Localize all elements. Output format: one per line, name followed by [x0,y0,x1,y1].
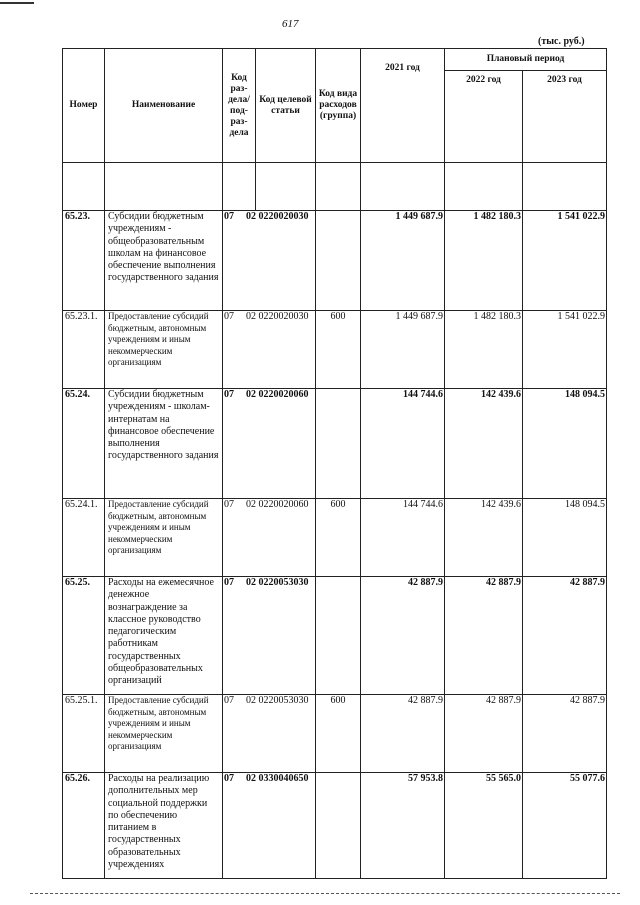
row-target-code: 0220053030 [258,577,309,588]
header-section-code: Код раз-дела/ под-раз-дела [223,49,256,163]
row-section: 07 [224,389,234,400]
row-2021: 42 887.9 [361,695,445,773]
page-number: 617 [282,18,299,30]
units-label: (тыс. руб.) [538,36,585,47]
row-2023: 55 077.6 [523,773,607,879]
row-2023: 42 887.9 [523,577,607,695]
row-expense-type: 600 [316,499,361,577]
header-name: Наименование [105,49,223,163]
row-name: Расходы на реализацию дополнительных мер социальной поддержки по обеспечению питанием в государственных образовательных учреждениях [105,773,223,879]
row-2022: 1 482 180.3 [445,211,523,311]
row-subsection: 02 [246,773,256,784]
row-expense-type: 600 [316,311,361,389]
row-section: 07 [224,695,234,706]
header-number: Номер [63,49,105,163]
row-target-code: 0220020060 [258,389,309,400]
row-codes [223,577,316,695]
row-number: 65.24.1. [63,499,105,577]
row-2021: 144 744.6 [361,499,445,577]
row-2022: 42 887.9 [445,577,523,695]
row-name: Субсидии бюджетным учреждениям - школам-интернатам на финансовое обеспечение выполнения государственного задания [105,389,223,499]
row-target-code: 0220020030 [258,311,309,322]
row-target-code: 0220020060 [258,499,309,510]
header-year-2021: 2021 год [361,49,445,163]
row-target-code: 0330040650 [258,773,309,784]
row-2022: 142 439.6 [445,389,523,499]
row-subsection: 02 [246,695,256,706]
row-subsection: 02 [246,311,256,322]
row-expense-type [316,211,361,311]
row-section: 07 [224,211,234,222]
row-2021: 42 887.9 [361,577,445,695]
budget-table [62,48,607,879]
row-2023: 42 887.9 [523,695,607,773]
table-row [63,773,607,879]
header-planned-period: Плановый период [445,49,607,71]
row-codes [223,311,316,389]
row-name: Расходы на ежемесячное денежное вознаграждение за классное руководство педагогическим работникам государственных общеобразовательных организаций [105,577,223,695]
row-section: 07 [224,311,234,322]
row-codes [223,773,316,879]
row-expense-type: 600 [316,695,361,773]
row-codes [223,499,316,577]
row-name: Субсидии бюджетным учреждениям - общеобразовательным школам на финансовое обеспечение выполнения государственного задания [105,211,223,311]
row-codes [223,211,316,311]
row-expense-type [316,577,361,695]
table-row [63,695,607,773]
row-name: Предоставление субсидий бюджетным, автономным учреждениям и иным некоммерческим организациям [105,499,223,577]
row-number: 65.25.1. [63,695,105,773]
row-2022: 42 887.9 [445,695,523,773]
row-expense-type [316,773,361,879]
row-name: Предоставление субсидий бюджетным, автономным учреждениям и иным некоммерческим организациям [105,695,223,773]
header-expense-type: Код вида расходов (группа) [316,49,361,163]
row-name: Предоставление субсидий бюджетным, автономным учреждениям и иным некоммерческим организациям [105,311,223,389]
table-body [63,211,607,879]
row-subsection: 02 [246,389,256,400]
row-section: 07 [224,499,234,510]
row-2023: 148 094.5 [523,499,607,577]
table-row [63,311,607,389]
row-2023: 1 541 022.9 [523,311,607,389]
row-subsection: 02 [246,211,256,222]
row-number: 65.25. [63,577,105,695]
bottom-rule [30,893,620,894]
row-2023: 148 094.5 [523,389,607,499]
row-section: 07 [224,577,234,588]
top-edge-rule [0,2,34,4]
row-number: 65.26. [63,773,105,879]
row-2021: 1 449 687.9 [361,211,445,311]
row-section: 07 [224,773,234,784]
row-2023: 1 541 022.9 [523,211,607,311]
row-codes [223,695,316,773]
row-subsection: 02 [246,499,256,510]
header-year-2022: 2022 год [445,71,523,163]
table-row [63,389,607,499]
header-year-2023: 2023 год [523,71,607,163]
row-number: 65.23.1. [63,311,105,389]
row-target-code: 0220053030 [258,695,309,706]
table-row [63,499,607,577]
table-row [63,211,607,311]
row-2021: 1 449 687.9 [361,311,445,389]
row-2021: 144 744.6 [361,389,445,499]
row-target-code: 0220020030 [258,211,309,222]
row-expense-type [316,389,361,499]
header-target-code: Код целевой статьи [256,49,316,163]
row-2021: 57 953.8 [361,773,445,879]
row-2022: 1 482 180.3 [445,311,523,389]
row-2022: 142 439.6 [445,499,523,577]
row-subsection: 02 [246,577,256,588]
row-number: 65.23. [63,211,105,311]
table-row [63,577,607,695]
row-codes [223,389,316,499]
row-2022: 55 565.0 [445,773,523,879]
row-number: 65.24. [63,389,105,499]
